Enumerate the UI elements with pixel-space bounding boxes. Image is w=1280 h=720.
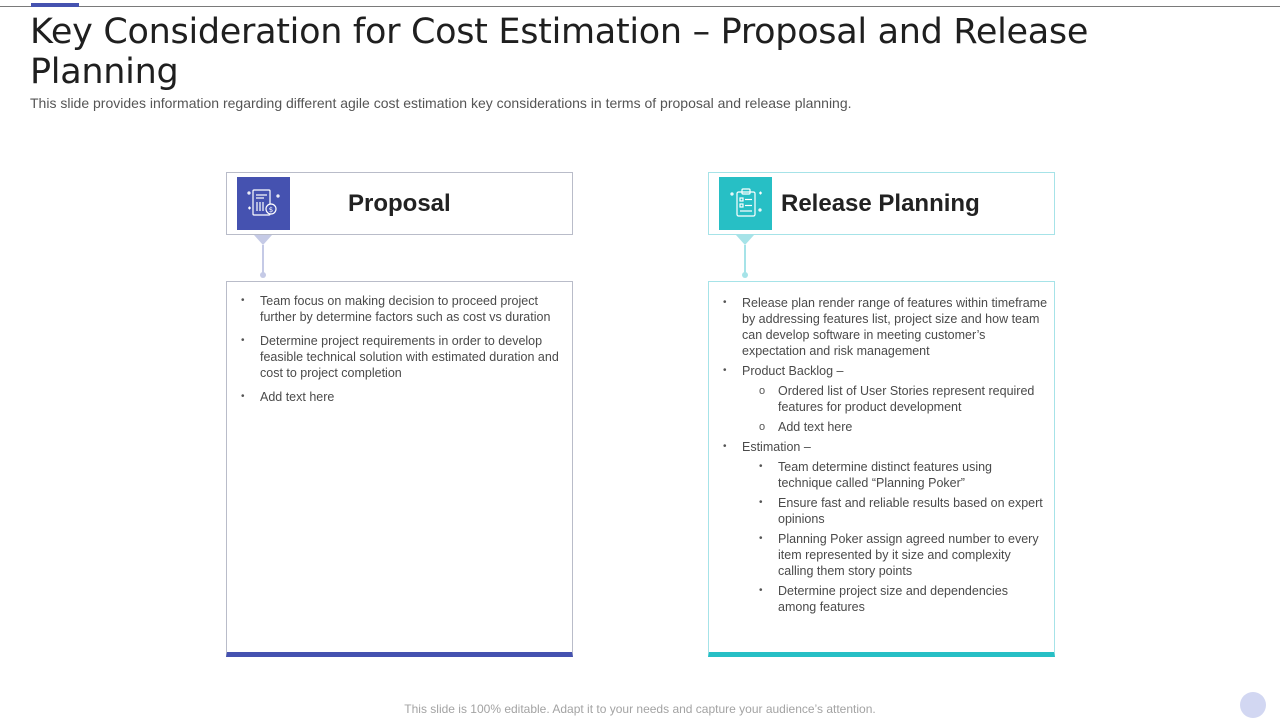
proposal-content-box	[226, 281, 573, 657]
release-list	[723, 295, 1048, 619]
corner-decoration	[1240, 692, 1266, 718]
sub-list-item: o Add text here	[723, 419, 1048, 435]
release-content-box	[708, 281, 1055, 657]
list-item: • Team focus on making decision to proceed project further by determine factors such as cost vs duration	[241, 293, 561, 325]
list-item: • Estimation –	[723, 439, 1048, 455]
slide-title: Key Consideration for Cost Estimation – Proposal and Release Planning	[30, 12, 1089, 92]
sub-list-item: o Ordered list of User Stories represent required features for product development	[723, 383, 1048, 415]
footer-note: This slide is 100% editable. Adapt it to your needs and capture your audience’s attention.	[404, 702, 876, 716]
sub-list-item: • Planning Poker assign agreed number to every item represented by it size and complexity calling them story points	[723, 531, 1048, 579]
top-accent-bar	[31, 3, 79, 7]
proposal-list	[241, 293, 561, 413]
document-dollar-icon	[237, 177, 290, 230]
sub-list-item: • Determine project size and dependencies among features	[723, 583, 1048, 615]
sub-list-item: • Ensure fast and reliable results based on expert opinions	[723, 495, 1048, 527]
svg-text:$: $	[268, 205, 273, 214]
list-item: • Release plan render range of features within timeframe by addressing features list, project size and how team can develop software in meeting customer’s expectation and risk management	[723, 295, 1048, 359]
clipboard-checklist-icon	[719, 177, 772, 230]
proposal-header-box	[226, 172, 573, 235]
release-title: Release Planning	[781, 190, 980, 217]
slide-subtitle: This slide provides information regarding different agile cost estimation key considerations in terms of proposal and release planning.	[30, 95, 852, 111]
proposal-title: Proposal	[348, 190, 451, 217]
list-item: • Determine project requirements in order to develop feasible technical solution with estimated duration and cost to project completion	[241, 333, 561, 381]
top-divider-line	[0, 6, 1280, 7]
list-item: • Add text here	[241, 389, 561, 405]
list-item: • Product Backlog –	[723, 363, 1048, 379]
release-header-box	[708, 172, 1055, 235]
sub-list-item: • Team determine distinct features using technique called “Planning Poker”	[723, 459, 1048, 491]
